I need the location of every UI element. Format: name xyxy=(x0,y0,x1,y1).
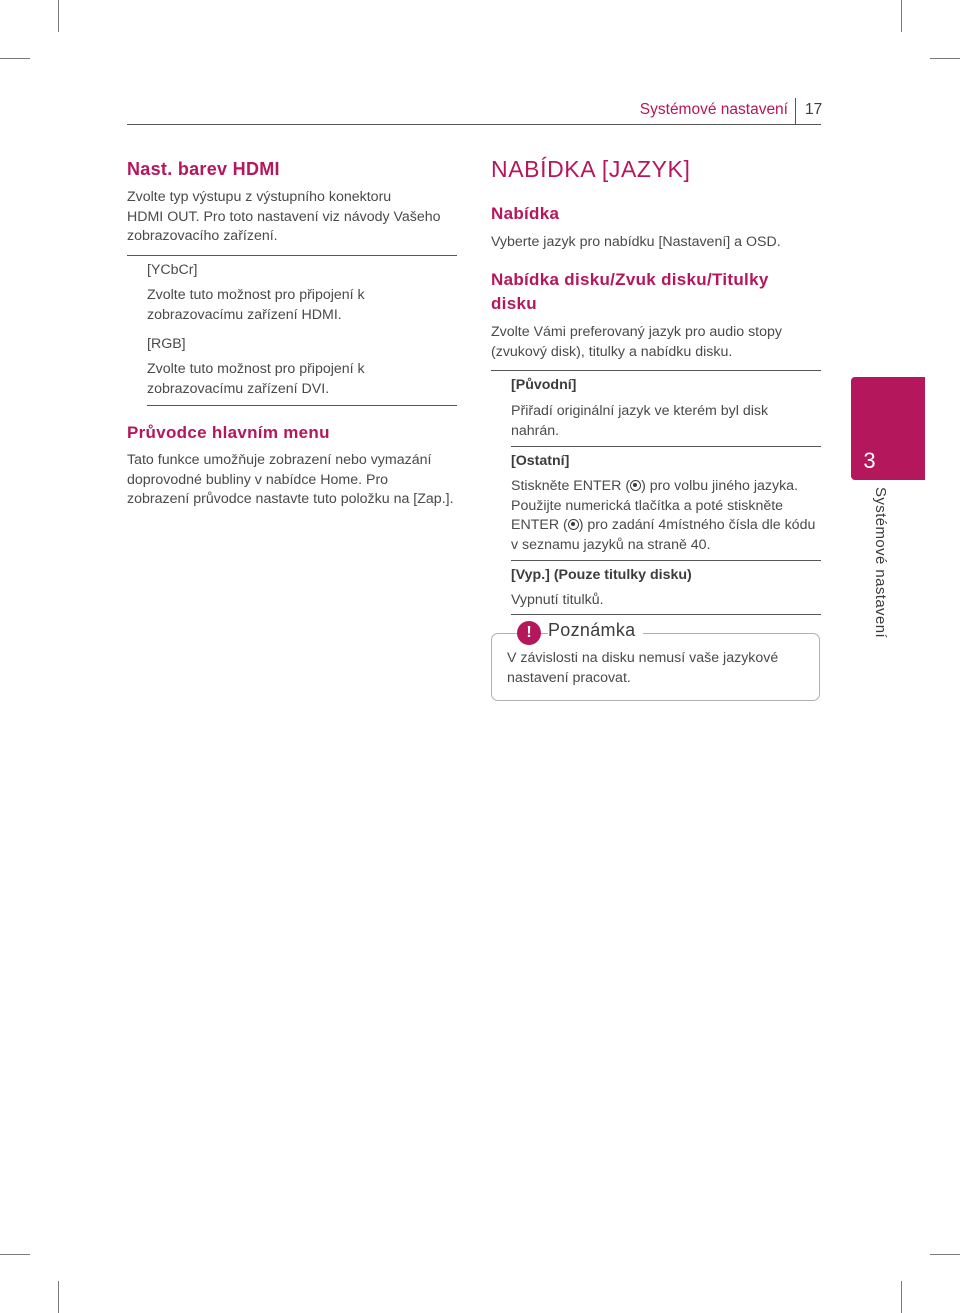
enter-button-icon xyxy=(568,519,579,530)
text-fragment: Stiskněte ENTER ( xyxy=(511,478,631,494)
crop-mark xyxy=(58,0,59,32)
text-line: Zvolte Vámi preferovaný jazyk pro audio stopy xyxy=(491,324,782,340)
text-line: zobrazovacímu zařízení HDMI. xyxy=(147,306,342,323)
text-line: v seznamu jazyků na straně 40. xyxy=(511,536,711,553)
crop-mark xyxy=(901,1281,902,1313)
text-line: Tato funkce umožňuje zobrazení nebo vymazání xyxy=(127,452,432,468)
crop-mark xyxy=(0,58,30,59)
crop-mark xyxy=(901,0,902,32)
option-ycbcr-text xyxy=(147,286,447,325)
text-line: Zvolte typ výstupu z výstupního konektoru xyxy=(127,189,392,205)
home-guide-heading: Průvodce hlavním menu xyxy=(127,423,330,442)
chapter-label: Systémové nastavení xyxy=(872,487,889,639)
text-line: nastavení pracovat. xyxy=(507,669,631,686)
option-original-label: [Původní] xyxy=(511,377,577,393)
divider xyxy=(511,560,821,561)
crop-mark xyxy=(930,58,960,59)
option-other-text xyxy=(511,477,821,555)
option-rgb-text xyxy=(147,360,447,399)
hdmi-color-heading: Nast. barev HDMI xyxy=(127,159,280,179)
text-fragment: ) pro volbu jiného jazyka. xyxy=(641,478,798,494)
text-line xyxy=(511,477,821,497)
option-off-text: Vypnutí titulků. xyxy=(511,592,604,608)
language-section-heading: NABÍDKA [JAZYK] xyxy=(491,156,691,182)
header-divider xyxy=(795,98,796,124)
heading-line: Nabídka disku/Zvuk disku/Titulky xyxy=(491,270,769,289)
crop-mark xyxy=(0,1254,30,1255)
menu-language-heading: Nabídka xyxy=(491,204,560,223)
disc-language-intro xyxy=(491,323,811,362)
home-guide-text xyxy=(127,451,472,510)
text-line: Přiřadí originální jazyk ve kterém byl disk xyxy=(511,403,769,419)
divider xyxy=(127,255,457,256)
text-line: HDMI OUT. Pro toto nastavení viz návody Vašeho xyxy=(127,208,441,225)
option-rgb-label: [RGB] xyxy=(147,336,186,352)
option-other-label: [Ostatní] xyxy=(511,453,570,469)
hdmi-color-intro xyxy=(127,188,467,247)
page-number: 17 xyxy=(805,101,823,118)
crop-mark xyxy=(58,1281,59,1313)
option-original-text xyxy=(511,402,811,441)
heading-line: disku xyxy=(491,294,537,313)
text-line: nahrán. xyxy=(511,422,560,439)
text-line: zobrazení průvodce nastavte tuto položku na [Zap.]. xyxy=(127,491,454,507)
text-line: Zvolte tuto možnost pro připojení k xyxy=(147,287,365,303)
divider xyxy=(147,405,457,406)
text-line xyxy=(511,516,821,536)
text-fragment: ENTER ( xyxy=(511,517,568,533)
chapter-number: 3 xyxy=(863,448,876,473)
text-fragment: ) pro zadání 4místného čísla dle kódu xyxy=(578,517,816,533)
running-header-title: Systémové nastavení xyxy=(639,101,788,118)
warning-icon: ! xyxy=(517,621,541,645)
option-ycbcr-label: [YCbCr] xyxy=(147,262,198,278)
text-line: zobrazovacího zařízení. xyxy=(127,228,278,244)
text-line: doprovodné bubliny v nabídce Home. Pro xyxy=(127,471,389,488)
note-text xyxy=(507,649,807,688)
disc-language-heading xyxy=(491,268,769,316)
text-line: zobrazovacímu zařízení DVI. xyxy=(147,380,330,397)
text-line: (zvukový disk), titulky a nabídku disku. xyxy=(491,343,733,360)
text-line: Použijte numerická tlačítka a poté stiskněte xyxy=(511,497,784,514)
text-line: V závislosti na disku nemusí vaše jazykové xyxy=(507,650,779,666)
note-title: Poznámka xyxy=(548,620,643,641)
option-off-label: [Vyp.] (Pouze titulky disku) xyxy=(511,567,692,583)
text-line: Zvolte tuto možnost pro připojení k xyxy=(147,361,365,377)
header-rule xyxy=(127,124,821,125)
crop-mark xyxy=(930,1254,960,1255)
divider xyxy=(491,370,821,371)
enter-button-icon xyxy=(630,480,641,491)
menu-language-text: Vyberte jazyk pro nabídku [Nastavení] a OSD. xyxy=(491,234,781,250)
divider xyxy=(511,446,821,447)
divider xyxy=(511,614,821,615)
